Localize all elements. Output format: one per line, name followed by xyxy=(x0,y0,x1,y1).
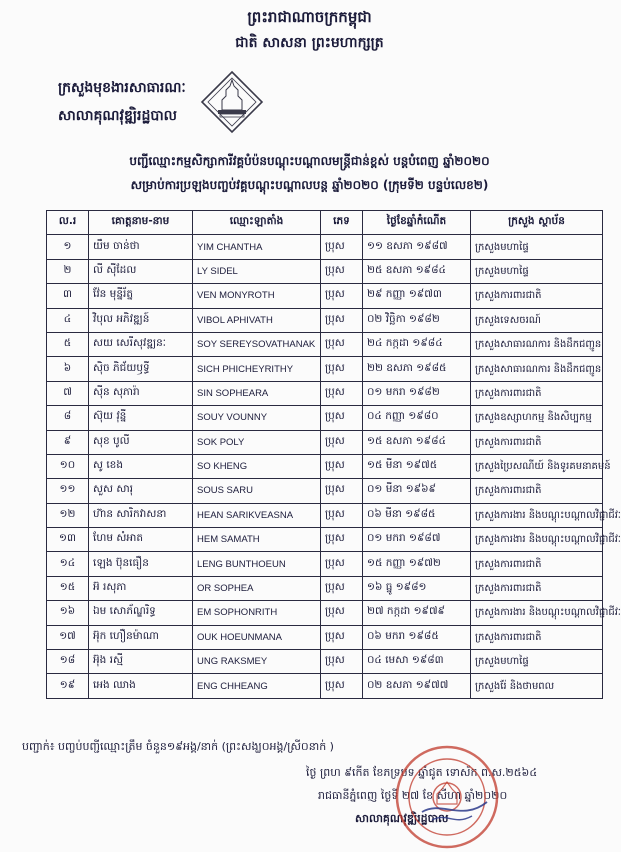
cell-number: ៧ xyxy=(47,381,89,405)
cell-number: ៨ xyxy=(47,406,89,430)
cell-latin-name: LY SIDEL xyxy=(193,259,321,283)
table-row xyxy=(47,576,603,600)
cell-number: ១៨ xyxy=(47,650,89,674)
cell-sex: ប្រុស xyxy=(321,650,363,674)
cell-latin-name: HEAN SARIKVEASNA xyxy=(193,503,321,527)
table-row xyxy=(47,650,603,674)
cell-birth-date: ០៤ មេសា ១៩៨៣ xyxy=(363,650,471,674)
cell-latin-name: VIBOL APHIVATH xyxy=(193,308,321,332)
cell-sex: ប្រុស xyxy=(321,503,363,527)
official-seal-stamp xyxy=(392,742,502,852)
cell-birth-date: ២៧ កក្កដា ១៩៧៩ xyxy=(363,601,471,625)
column-header-khmer-name: គោត្តនាម-នាម xyxy=(89,211,193,235)
cell-sex: ប្រុស xyxy=(321,308,363,332)
lunar-date: ថ្ងៃ ព្រហ ៩កើត ខែភទ្របទ ឆ្នាំជូត ទោស័ក ព.ស.២៥៦៤ xyxy=(306,766,538,779)
cell-ministry: ក្រសួងមហាផ្ទៃ xyxy=(471,650,603,674)
column-header-ministry: ក្រសួង ស្ថាប័ន xyxy=(471,211,603,235)
cell-birth-date: ១៥ មីនា ១៩៧៥ xyxy=(363,454,471,478)
cell-latin-name: UNG RAKSMEY xyxy=(193,650,321,674)
cell-latin-name: SOUY VOUNNY xyxy=(193,406,321,430)
issuer-ministry: ក្រសួងមុខងារសាធារណៈ xyxy=(58,80,186,96)
table-row xyxy=(47,601,603,625)
cell-birth-date: ២២ ឧសភា ១៩៨៥ xyxy=(363,357,471,381)
cell-ministry: ក្រសួងសាធារណការ និងដឹកជញ្ជូន xyxy=(471,357,603,381)
cell-ministry: ក្រសួងការពារជាតិ xyxy=(471,284,603,308)
table-row xyxy=(47,479,603,503)
table-row xyxy=(47,381,603,405)
cell-number: ៦ xyxy=(47,357,89,381)
cell-latin-name: HEM SAMATH xyxy=(193,528,321,552)
cell-sex: ប្រុស xyxy=(321,284,363,308)
issuer-school: សាលាគុណវុឌ្ឍិរដ្ឋបាល xyxy=(58,108,178,124)
cell-khmer-name: សុខ បូលី xyxy=(89,430,193,454)
column-header-number: ល.រ xyxy=(47,211,89,235)
table-row xyxy=(47,625,603,649)
column-header-sex: ភេទ xyxy=(321,211,363,235)
cell-ministry: ក្រសួងការពារជាតិ xyxy=(471,479,603,503)
cell-ministry: ក្រសួងសាធារណការ និងដឹកជញ្ជូន xyxy=(471,332,603,356)
cell-birth-date: ២៩ កញ្ញា ១៩៧៣ xyxy=(363,284,471,308)
cell-khmer-name: ស៊ិច ភិជ័យឫទ្ធី xyxy=(89,357,193,381)
cell-number: ១៦ xyxy=(47,601,89,625)
cell-latin-name: SICH PHICHEYRITHY xyxy=(193,357,321,381)
column-header-latin-name: ឈ្មោះឡាតាំង xyxy=(193,211,321,235)
cell-ministry: ក្រសួងរ៉ែ និងថាមពល xyxy=(471,674,603,698)
trainee-list-table xyxy=(46,210,621,699)
cell-number: ១៤ xyxy=(47,552,89,576)
cell-latin-name: SOK POLY xyxy=(193,430,321,454)
cell-ministry: ក្រសួងទេសចរណ៍ xyxy=(471,308,603,332)
cell-latin-name: SOUS SARU xyxy=(193,479,321,503)
cell-sex: ប្រុស xyxy=(321,259,363,283)
cell-khmer-name: ស៊ុយ វុន្នី xyxy=(89,406,193,430)
cell-birth-date: ០៤ កញ្ញា ១៩៨០ xyxy=(363,406,471,430)
cell-ministry: ក្រសួងឧស្សាហកម្ម និងសិប្បកម្ម xyxy=(471,406,603,430)
cell-sex: ប្រុស xyxy=(321,381,363,405)
cell-birth-date: ១៥ ឧសភា ១៩៨៤ xyxy=(363,430,471,454)
cell-number: ១០ xyxy=(47,454,89,478)
table-header-row xyxy=(47,211,603,235)
cell-latin-name: OUK HOEUNMANA xyxy=(193,625,321,649)
cell-sex: ប្រុស xyxy=(321,528,363,552)
cell-number: ១ xyxy=(47,235,89,259)
cell-latin-name: YIM CHANTHA xyxy=(193,235,321,259)
cell-ministry: ក្រសួងមហាផ្ទៃ xyxy=(471,259,603,283)
cell-latin-name: VEN MONYROTH xyxy=(193,284,321,308)
cell-ministry: ក្រសួងការពារជាតិ xyxy=(471,381,603,405)
column-header-birth-date: ថ្ងៃខែឆ្នាំកំណើត xyxy=(363,211,471,235)
cell-birth-date: ០១ មករា ១៩៨២ xyxy=(363,381,471,405)
cell-ministry: ក្រសួងប្រៃសណីយ៍ និងទូរគមនាគមន៍ xyxy=(471,454,603,478)
footer-note: បញ្ជាក់៖ បញ្ចប់បញ្ជីឈ្មោះត្រឹម ចំនួន១៩អង្គ/នាក់ (ព្រះសង្ឃ០អង្គ/ស្រី០នាក់ ) xyxy=(22,740,334,753)
cell-birth-date: ១១ ឧសភា ១៩៨៧ xyxy=(363,235,471,259)
cell-sex: ប្រុស xyxy=(321,625,363,649)
table-row xyxy=(47,454,603,478)
signatory-title: សាលាគុណវុឌ្ឍិរដ្ឋបាល xyxy=(355,812,449,825)
cell-number: ៣ xyxy=(47,284,89,308)
table-row xyxy=(47,503,603,527)
cell-sex: ប្រុស xyxy=(321,357,363,381)
cell-sex: ប្រុស xyxy=(321,674,363,698)
cell-birth-date: ០៦ មីនា ១៩៨៥ xyxy=(363,503,471,527)
cell-sex: ប្រុស xyxy=(321,454,363,478)
cell-number: ៥ xyxy=(47,332,89,356)
table-row xyxy=(47,332,603,356)
table-row xyxy=(47,357,603,381)
cell-number: ១៩ xyxy=(47,674,89,698)
cell-sex: ប្រុស xyxy=(321,552,363,576)
table-row xyxy=(47,284,603,308)
cell-ministry: ក្រសួងការងារ និងបណ្តុះបណ្តាលវិជ្ជាជីវៈ xyxy=(471,601,603,625)
cell-number: ១២ xyxy=(47,503,89,527)
cell-sex: ប្រុស xyxy=(321,601,363,625)
cell-ministry: ក្រសួងការពារជាតិ xyxy=(471,430,603,454)
cell-khmer-name: លី ស៊ីដែល xyxy=(89,259,193,283)
cell-number: ១៣ xyxy=(47,528,89,552)
cell-sex: ប្រុស xyxy=(321,406,363,430)
cell-birth-date: ០១ មករា ១៩៨៧ xyxy=(363,528,471,552)
table-row xyxy=(47,528,603,552)
cell-sex: ប្រុស xyxy=(321,332,363,356)
cell-latin-name: SOY SEREYSOVATHANAK xyxy=(193,332,321,356)
cell-khmer-name: អ៊ុង រស្មី xyxy=(89,650,193,674)
cell-khmer-name: វិបុល អភិវឌ្ឍន៍ xyxy=(89,308,193,332)
cell-latin-name: SIN SOPHEARA xyxy=(193,381,321,405)
national-motto-kingdom: ព្រះរាជាណាចក្រកម្ពុជា xyxy=(247,8,372,26)
document-title-line1: បញ្ជីឈ្មោះកម្មសិក្សាការីវគ្គបំប៉នបណ្តុះបណ្តាលមន្ត្រីជាន់ខ្ពស់ បន្តបំពេញ ឆ្នាំ២០២០ xyxy=(129,154,490,168)
cell-number: ១៥ xyxy=(47,576,89,600)
cell-sex: ប្រុស xyxy=(321,479,363,503)
cell-number: ១៧ xyxy=(47,625,89,649)
cell-ministry: ក្រសួងការពារជាតិ xyxy=(471,625,603,649)
cell-birth-date: ២៤ កក្កដា ១៩៨៤ xyxy=(363,332,471,356)
cell-khmer-name: ស៊ីន សុភារ៉ា xyxy=(89,381,193,405)
table-row xyxy=(47,308,603,332)
cell-birth-date: ១៥ កញ្ញា ១៩៧២ xyxy=(363,552,471,576)
cell-number: ១១ xyxy=(47,479,89,503)
document-title-line2: សម្រាប់ការប្រឡងបញ្ចប់វគ្គបណ្តុះបណ្តាលបន្ត ឆ្នាំ២០២០ (ក្រុមទី២ បន្ទប់លេខ២) xyxy=(130,178,489,192)
cell-khmer-name: សូ ខេង xyxy=(89,454,193,478)
table-row xyxy=(47,406,603,430)
cell-birth-date: ០២ វិច្ឆិកា ១៩៨២ xyxy=(363,308,471,332)
cell-khmer-name: អេង ឈាង xyxy=(89,674,193,698)
cell-latin-name: SO KHENG xyxy=(193,454,321,478)
cell-ministry: ក្រសួងការពារជាតិ xyxy=(471,576,603,600)
cell-number: ៩ xyxy=(47,430,89,454)
cell-ministry: ក្រសួងការងារ និងបណ្តុះបណ្តាលវិជ្ជាជីវៈ xyxy=(471,528,603,552)
cell-number: ៤ xyxy=(47,308,89,332)
cell-ministry: ក្រសួងការពារជាតិ xyxy=(471,552,603,576)
cell-khmer-name: ហ៊ាន សារិកវាសនា xyxy=(89,503,193,527)
table-row xyxy=(47,259,603,283)
cell-khmer-name: អ៊ុក ហឿនម៉ាណា xyxy=(89,625,193,649)
solar-date: រាជធានីភ្នំពេញ ថ្ងៃទី ២៧ ខែ សីហា ឆ្នាំ២០២០ xyxy=(318,789,508,802)
cell-latin-name: ENG CHHEANG xyxy=(193,674,321,698)
cell-birth-date: ០១ មីនា ១៩៦៩ xyxy=(363,479,471,503)
table-row xyxy=(47,674,603,698)
cell-latin-name: LENG BUNTHOEUN xyxy=(193,552,321,576)
cell-ministry: ក្រសួងមហាផ្ទៃ xyxy=(471,235,603,259)
school-emblem-logo xyxy=(200,70,264,134)
cell-birth-date: ១៦ ធ្នូ ១៩៨១ xyxy=(363,576,471,600)
cell-khmer-name: ហែម សំអាត xyxy=(89,528,193,552)
cell-latin-name: EM SOPHONRITH xyxy=(193,601,321,625)
cell-number: ២ xyxy=(47,259,89,283)
cell-khmer-name: សួស សារុ xyxy=(89,479,193,503)
cell-khmer-name: សយ សេរីសុវឌ្ឍនៈ xyxy=(89,332,193,356)
cell-birth-date: ២៥ ឧសភា ១៩៨៤ xyxy=(363,259,471,283)
cell-khmer-name: អ៊ រសុភា xyxy=(89,576,193,600)
table-row xyxy=(47,235,603,259)
cell-khmer-name: ឡេង ប៊ុនធឿន xyxy=(89,552,193,576)
cell-sex: ប្រុស xyxy=(321,235,363,259)
cell-ministry: ក្រសួងការងារ និងបណ្តុះបណ្តាលវិជ្ជាជីវៈ xyxy=(471,503,603,527)
table-row xyxy=(47,430,603,454)
cell-khmer-name: ឯម សោភ័ណ្ឌរិទ្ធ xyxy=(89,601,193,625)
cell-birth-date: ០២ ឧសភា ១៩៧៧ xyxy=(363,674,471,698)
cell-sex: ប្រុស xyxy=(321,576,363,600)
cell-khmer-name: យឹម ចាន់ថា xyxy=(89,235,193,259)
cell-sex: ប្រុស xyxy=(321,430,363,454)
table-row xyxy=(47,552,603,576)
cell-khmer-name: វ៉ែន មុន្នីរ័ត្ន xyxy=(89,284,193,308)
cell-birth-date: ០៦ មករា ១៩៨៥ xyxy=(363,625,471,649)
cell-latin-name: OR SOPHEA xyxy=(193,576,321,600)
national-motto-nation: ជាតិ សាសនា ព្រះមហាក្សត្រ xyxy=(235,35,384,51)
